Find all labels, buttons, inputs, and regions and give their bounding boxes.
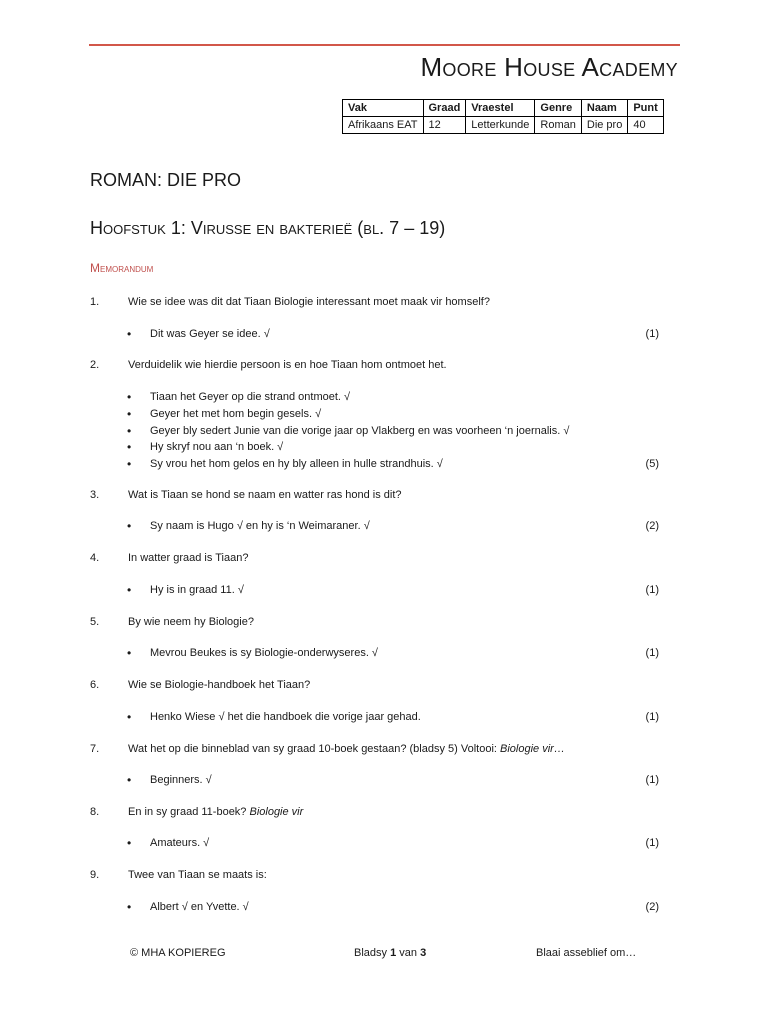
page-mid: van [396, 947, 421, 959]
info-value-cell: 12 [423, 117, 466, 134]
footer-page-number [354, 947, 426, 959]
mark-allocation: (5) [645, 458, 659, 470]
bullet-icon: • [127, 440, 132, 454]
bullet-icon: • [127, 900, 132, 914]
question-text [128, 489, 402, 501]
page-title: ROMAN: DIE PRO [90, 170, 242, 190]
question-number: 7. [90, 743, 100, 755]
page-total: 3 [420, 947, 427, 959]
question-number: 4. [90, 552, 100, 564]
question-text-main: Wat is Tiaan se hond se naam en watter ras hond is dit? [128, 489, 402, 501]
question-text [128, 552, 248, 564]
question-text [128, 743, 565, 755]
question-text-main: En in sy graad 11-boek? [128, 806, 250, 818]
question-number: 1. [90, 296, 100, 308]
info-header-cell: Naam [581, 100, 627, 117]
answer-text: Hy skryf nou aan ‘n boek. √ [150, 441, 284, 453]
mark-allocation: (1) [645, 711, 659, 723]
mark-allocation: (2) [645, 520, 659, 532]
mark-allocation: (1) [645, 774, 659, 786]
info-table-header-row [343, 100, 664, 117]
answer-text: Dit was Geyer se idee. √ [150, 328, 270, 340]
bullet-icon: • [127, 327, 132, 341]
info-header-cell: Genre [535, 100, 581, 117]
mark-allocation: (1) [645, 584, 659, 596]
question-number: 3. [90, 489, 100, 501]
bullet-icon: • [127, 836, 132, 850]
mark-allocation: (1) [645, 328, 659, 340]
answer-text: Hy is in graad 11. √ [150, 584, 244, 596]
bullet-icon: • [127, 390, 132, 404]
mark-allocation: (1) [645, 837, 659, 849]
bullet-icon: • [127, 407, 132, 421]
page-prefix: Bladsy [354, 947, 391, 959]
bullet-icon: • [127, 646, 132, 660]
question-number: 9. [90, 869, 100, 881]
info-value-cell: 40 [628, 117, 663, 134]
question-text [128, 616, 254, 628]
info-header-cell: Graad [423, 100, 466, 117]
question-text-main: Verduidelik wie hierdie persoon is en hoe Tiaan hom ontmoet het. [128, 359, 447, 371]
question-text-main: Wie se Biologie-handboek het Tiaan? [128, 679, 311, 691]
info-header-cell: Vak [343, 100, 424, 117]
question-number: 2. [90, 359, 100, 371]
info-table-value-row [343, 117, 664, 134]
info-header-cell: Punt [628, 100, 663, 117]
question-text [128, 359, 447, 371]
question-number: 5. [90, 616, 100, 628]
question-text [128, 296, 490, 308]
info-table [342, 99, 664, 134]
question-text-italic: Biologie vir… [500, 743, 565, 755]
header-rule [89, 44, 680, 46]
mark-allocation: (1) [645, 647, 659, 659]
question-text-main: By wie neem hy Biologie? [128, 616, 254, 628]
mark-allocation: (2) [645, 901, 659, 913]
answer-text: Henko Wiese √ het die handboek die vorige jaar gehad. [150, 711, 421, 723]
bullet-icon: • [127, 583, 132, 597]
info-value-cell: Roman [535, 117, 581, 134]
question-text-main: Wie se idee was dit dat Tiaan Biologie interessant moet maak vir homself? [128, 296, 490, 308]
answer-text: Albert √ en Yvette. √ [150, 901, 249, 913]
info-header-cell: Vraestel [466, 100, 535, 117]
footer-turn-page: Blaai asseblief om… [536, 947, 637, 959]
question-text-main: Wat het op die binneblad van sy graad 10-boek gestaan? (bladsy 5) Voltooi: [128, 743, 501, 755]
question-text-italic: Biologie vir [249, 806, 304, 818]
answer-text: Sy naam is Hugo √ en hy is ‘n Weimaraner. √ [150, 520, 370, 532]
question-number: 8. [90, 806, 100, 818]
question-text-main: Twee van Tiaan se maats is: [128, 869, 267, 881]
answer-text: Mevrou Beukes is sy Biologie-onderwyseres. √ [150, 647, 378, 659]
question-text-main: In watter graad is Tiaan? [128, 552, 249, 564]
page-current: 1 [390, 947, 397, 959]
question-text [128, 679, 310, 691]
answer-text: Tiaan het Geyer op die strand ontmoet. √ [150, 391, 351, 403]
question-number: 6. [90, 679, 100, 691]
bullet-icon: • [127, 519, 132, 533]
chapter-heading: Hoofstuk 1: Virusse en bakterieë (bl. 7 – 19) [90, 218, 446, 238]
answer-text: Sy vrou het hom gelos en hy bly alleen in hulle strandhuis. √ [150, 458, 443, 470]
bullet-icon: • [127, 710, 132, 724]
school-name: Moore House Academy [420, 52, 678, 82]
bullet-icon: • [127, 424, 132, 438]
bullet-icon: • [127, 773, 132, 787]
answer-text: Geyer bly sedert Junie van die vorige jaar op Vlakberg en was voorheen ‘n joernalis. √ [150, 425, 570, 437]
question-text [128, 869, 267, 881]
info-value-cell: Die pro [581, 117, 627, 134]
question-text [128, 806, 303, 818]
info-value-cell: Letterkunde [466, 117, 535, 134]
bullet-icon: • [127, 457, 132, 471]
memorandum-heading: Memorandum [90, 261, 154, 275]
footer-copyright: © MHA KOPIEREG [130, 947, 226, 959]
info-value-cell: Afrikaans EAT [343, 117, 424, 134]
answer-text: Amateurs. √ [150, 837, 210, 849]
answer-text: Beginners. √ [150, 774, 212, 786]
answer-text: Geyer het met hom begin gesels. √ [150, 408, 322, 420]
